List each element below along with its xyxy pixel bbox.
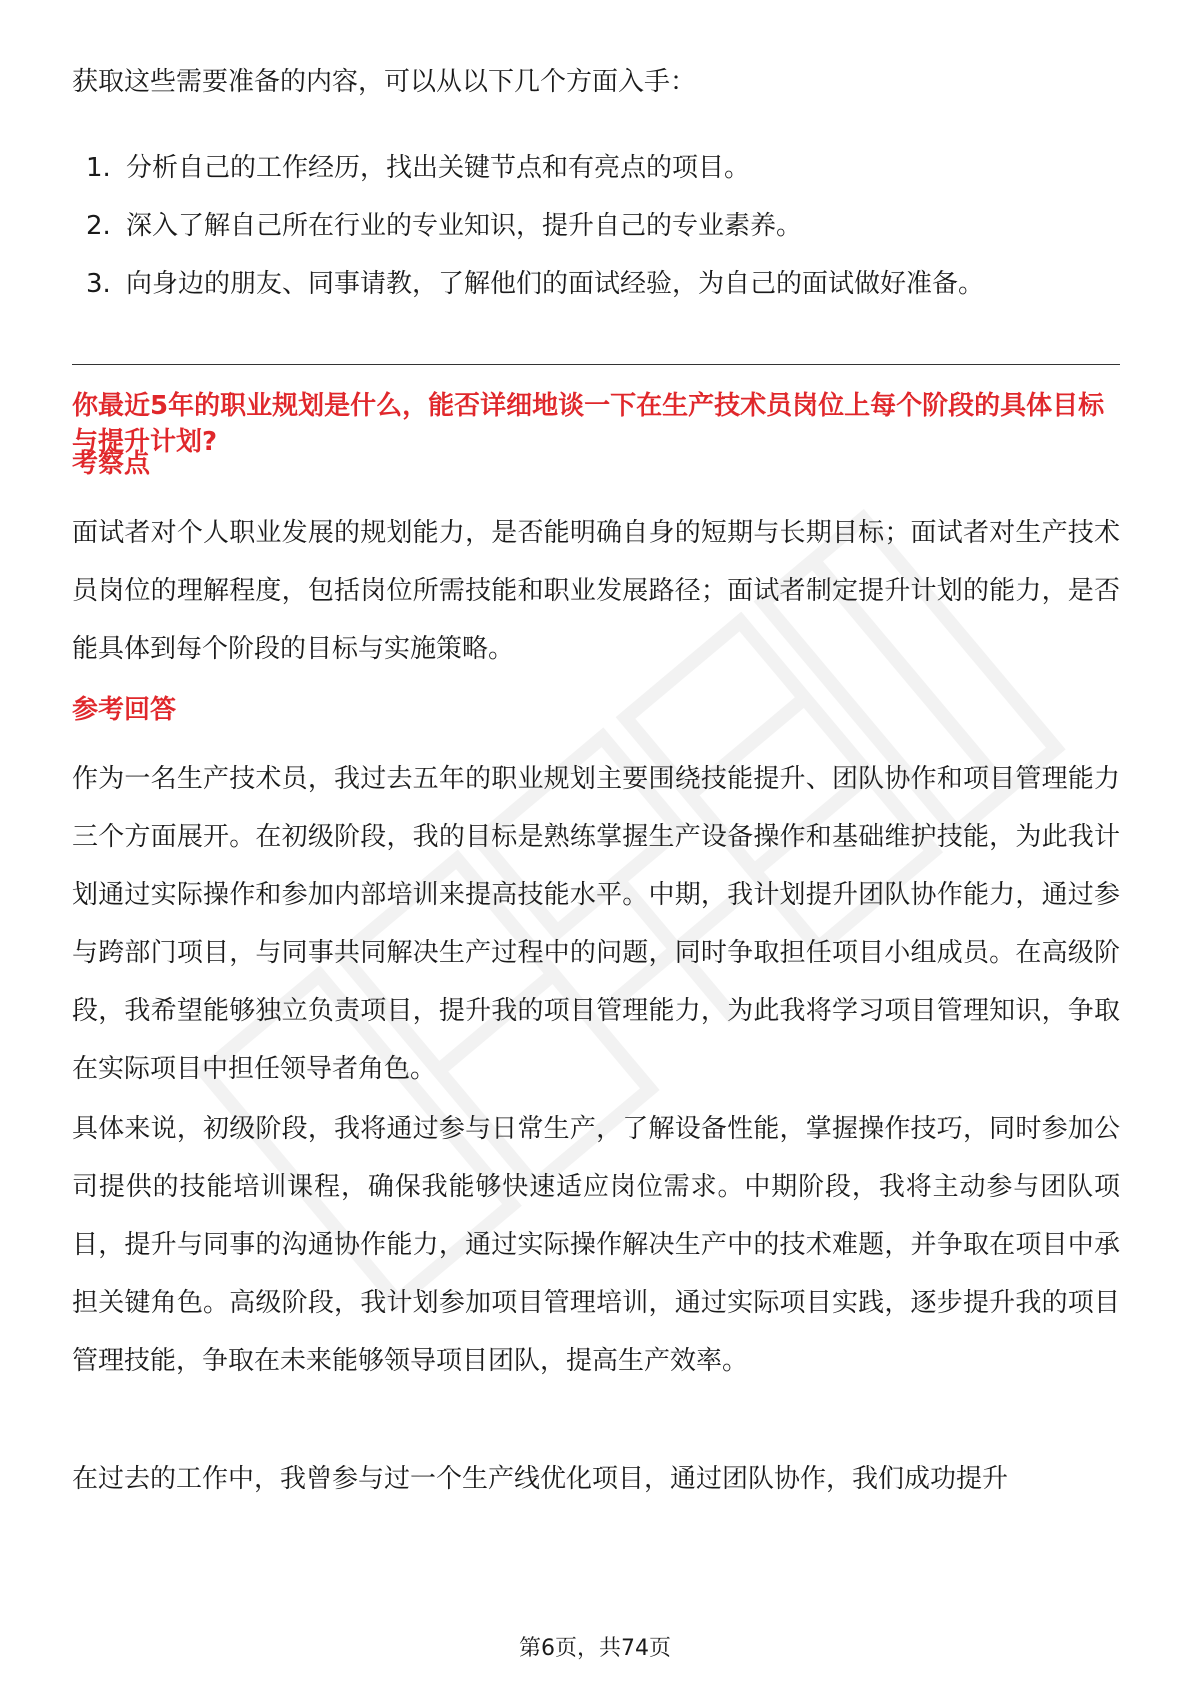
answer-heading: 参考回答	[72, 695, 177, 725]
assessment-text: 面试者对个人职业发展的规划能力，是否能明确自身的短期与长期目标；面试者对生产技术员岗位的理解程度，包括岗位所需技能和职业发展路径；面试者制定提升计划的能力，是否能具体到每个阶段的目标与实施策略。	[72, 518, 1120, 664]
list-item-text: 分析自己的工作经历，找出关键节点和有亮点的项目。	[126, 153, 751, 183]
page-number-footer: 第6页，共74页	[519, 1636, 671, 1661]
list-item	[86, 206, 984, 264]
list-item-number: 3.	[86, 269, 111, 299]
list-item-text: 深入了解自己所在行业的专业知识，提升自己的专业素养。	[126, 211, 803, 241]
intro-text: 获取这些需要准备的内容，可以从以下几个方面入手：	[72, 67, 697, 97]
answer-paragraph: 在过去的工作中，我曾参与过一个生产线优化项目，通过团队协作，我们成功提升	[72, 1464, 1009, 1494]
assessment-heading: 考察点	[72, 449, 151, 479]
interview-question: 你最近5年的职业规划是什么，能否详细地谈一下在生产技术员岗位上每个阶段的具体目标与提升计划?	[72, 391, 1105, 457]
preparation-steps	[86, 148, 984, 322]
list-item-number: 1.	[86, 153, 111, 183]
list-item-text: 向身边的朋友、同事请教，了解他们的面试经验，为自己的面试做好准备。	[126, 269, 985, 299]
answer-paragraph: 作为一名生产技术员，我过去五年的职业规划主要围绕技能提升、团队协作和项目管理能力三个方面展开。在初级阶段，我的目标是熟练掌握生产设备操作和基础维护技能，为此我计划通过实际操作和参加内部培训来提高技能水平。中期，我计划提升团队协作能力，通过参与跨部门项目，与同事共同解决生产过程中的问题，同时争取担任项目小组成员。在高级阶段，我希望能够独立负责项目，提升我的项目管理能力，为此我将学习项目管理知识，争取在实际项目中担任领导者角色。	[72, 764, 1120, 1084]
list-item	[86, 264, 984, 322]
list-item-number: 2.	[86, 211, 111, 241]
answer-paragraph: 具体来说，初级阶段，我将通过参与日常生产，了解设备性能，掌握操作技巧，同时参加公司提供的技能培训课程，确保我能够快速适应岗位需求。中期阶段，我将主动参与团队项目，提升与同事的沟通协作能力，通过实际操作解决生产中的技术难题，并争取在项目中承担关键角色。高级阶段，我计划参加项目管理培训，通过实际项目实践，逐步提升我的项目管理技能，争取在未来能够领导项目团队，提高生产效率。	[72, 1114, 1120, 1376]
list-item	[86, 148, 984, 206]
section-divider	[72, 364, 1120, 365]
